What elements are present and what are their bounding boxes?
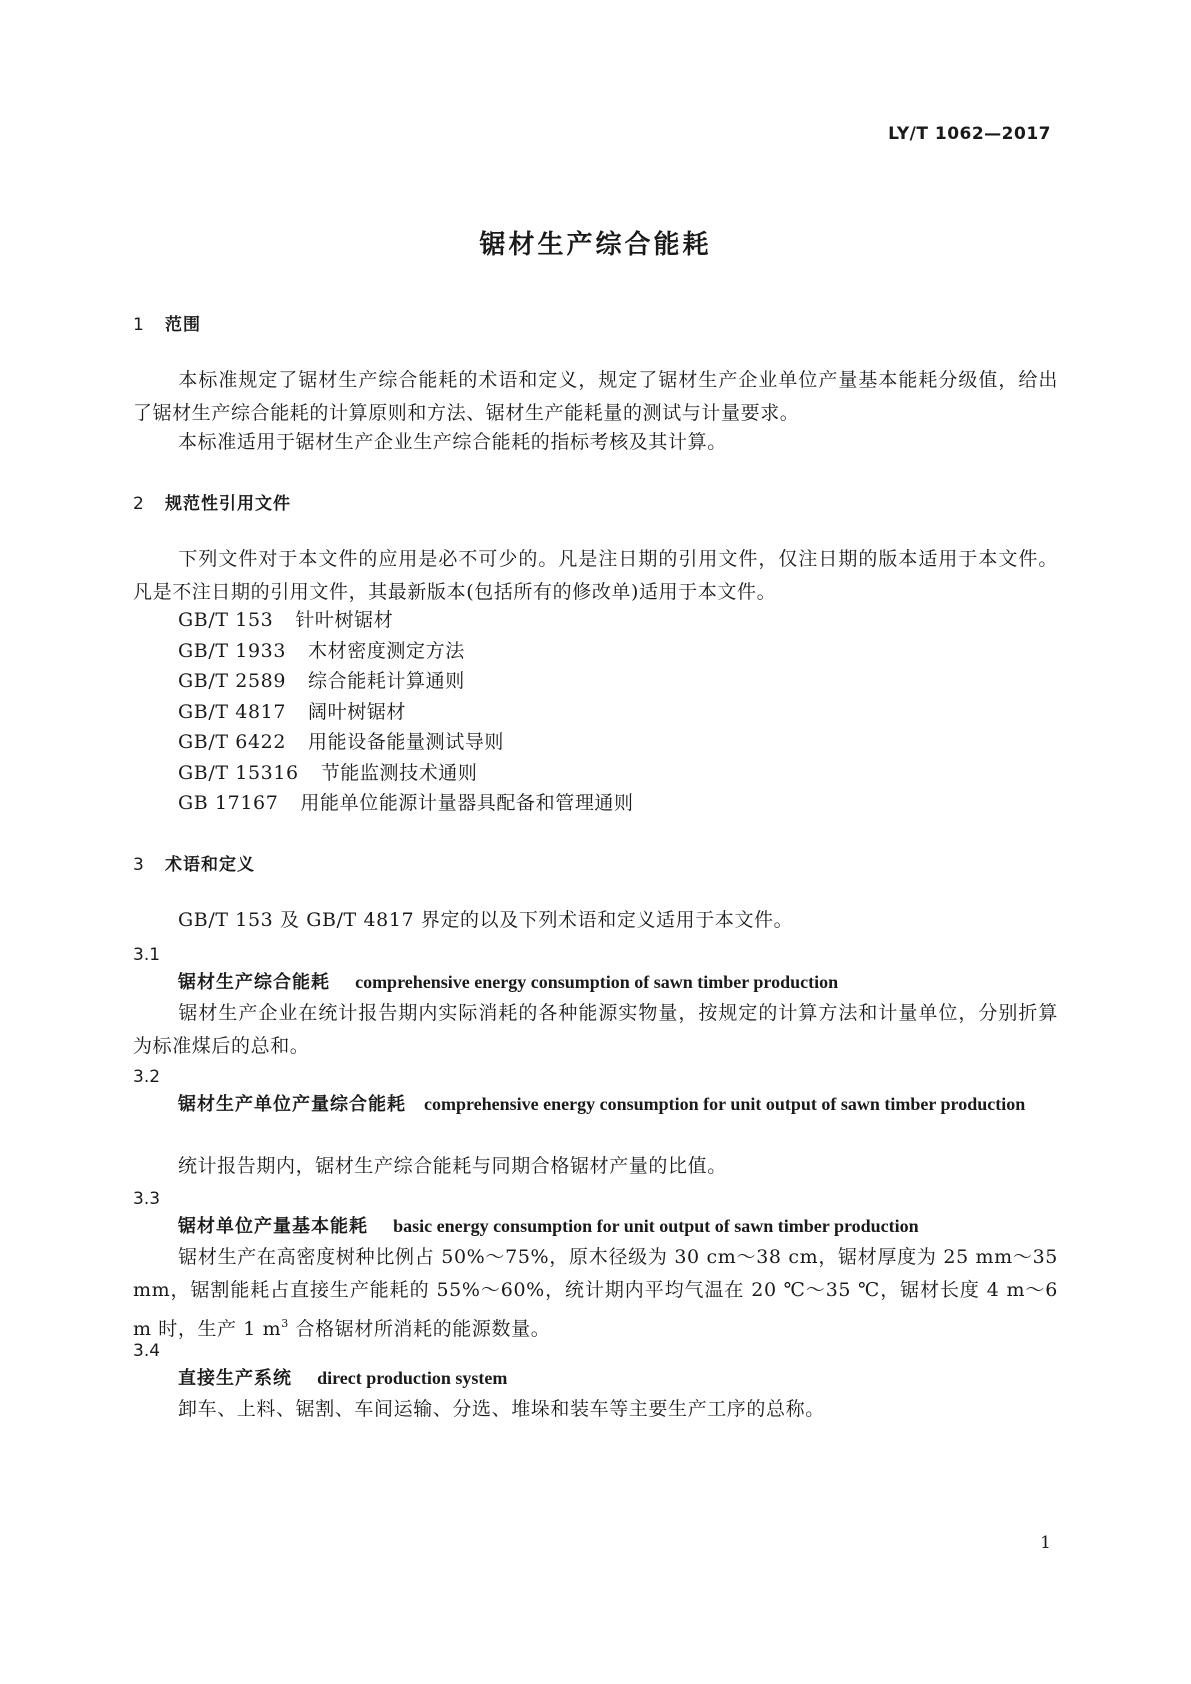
term-en: direct production system <box>317 1368 508 1388</box>
reference-code: GB/T 1933 <box>178 640 287 662</box>
superscript: 3 <box>281 1317 289 1330</box>
section-1-heading <box>133 310 201 335</box>
reference-code: GB/T 2589 <box>178 670 287 692</box>
section-title: 术语和定义 <box>165 855 255 875</box>
reference-code: GB 17167 <box>178 792 279 814</box>
paragraph-text: 本标准适用于锯材生产企业生产综合能耗的指标考核及其计算。 <box>178 431 727 453</box>
reference-item <box>178 787 634 820</box>
section-2-heading <box>133 489 291 514</box>
section-title: 规范性引用文件 <box>165 494 291 514</box>
scope-paragraph-1 <box>133 364 1058 430</box>
reference-name: 用能设备能量测试导则 <box>308 731 505 753</box>
definition-text: 锯材生产企业在统计报告期内实际消耗的各种能源实物量，按规定的计算方法和计量单位，分别折算为标准煤后的总和。 <box>133 1002 1058 1057</box>
references-intro <box>133 543 1058 609</box>
term-en: basic energy consumption for unit output of sawn timber production <box>393 1216 919 1236</box>
clause-number: 3.2 <box>133 1067 161 1087</box>
definition-text: 合格锯材所消耗的能源数量。 <box>288 1318 551 1340</box>
reference-item <box>178 665 465 698</box>
reference-code: GB/T 6422 <box>178 731 287 753</box>
page-number: 1 <box>1040 1533 1051 1553</box>
clause-number: 3.3 <box>133 1189 161 1209</box>
reference-item <box>178 635 465 668</box>
section-3-heading <box>133 850 255 875</box>
reference-code: GB/T 4817 <box>178 701 287 723</box>
reference-name: 节能监测技术通则 <box>320 762 478 784</box>
term-definition: 卸车、上料、锯割、车间运输、分选、堆垛和装车等主要生产工序的总称。 <box>178 1398 825 1420</box>
term-definition <box>133 1241 1058 1346</box>
reference-code: GB/T 153 <box>178 609 274 631</box>
reference-name: 阔叶树锯材 <box>308 701 407 723</box>
term-entry <box>133 1088 1058 1121</box>
reference-item <box>178 726 504 759</box>
section-title: 范围 <box>165 315 201 335</box>
section-number: 3 <box>133 855 145 875</box>
term-definition <box>133 997 1058 1063</box>
term-zh: 锯材单位产量基本能耗 <box>178 1216 368 1237</box>
term-definition: 统计报告期内，锯材生产综合能耗与同期合格锯材产量的比值。 <box>178 1155 727 1177</box>
terms-intro: GB/T 153 及 GB/T 4817 界定的以及下列术语和定义适用于本文件。 <box>178 909 794 931</box>
reference-name: 综合能耗计算通则 <box>308 670 465 692</box>
reference-name: 木材密度测定方法 <box>308 640 465 662</box>
term-entry <box>178 966 1058 999</box>
document-title: 锯材生产综合能耗 <box>479 230 712 260</box>
reference-item <box>178 757 478 790</box>
reference-code: GB/T 15316 <box>178 762 299 784</box>
reference-name: 用能单位能源计量器具配备和管理通则 <box>300 792 634 814</box>
clause-number: 3.1 <box>133 945 161 965</box>
scope-paragraph-2 <box>133 426 1058 459</box>
paragraph-text: 下列文件对于本文件的应用是必不可少的。凡是注日期的引用文件，仅注日期的版本适用于本文件。凡是不注日期的引用文件，其最新版本(包括所有的修改单)适用于本文件。 <box>133 548 1058 603</box>
clause-number: 3.4 <box>133 1341 161 1361</box>
term-en: comprehensive energy consumption of sawn timber production <box>355 972 839 992</box>
reference-item <box>178 604 393 637</box>
term-zh: 锯材生产单位产量综合能耗 <box>178 1094 406 1115</box>
section-number: 2 <box>133 494 145 514</box>
term-entry <box>178 1362 1058 1395</box>
term-entry <box>178 1210 1058 1243</box>
paragraph-text: 本标准规定了锯材生产综合能耗的术语和定义，规定了锯材生产企业单位产量基本能耗分级值，给出了锯材生产综合能耗的计算原则和方法、锯材生产能耗量的测试与计量要求。 <box>133 369 1058 424</box>
reference-name: 针叶树锯材 <box>295 609 394 631</box>
section-number: 1 <box>133 315 145 335</box>
standard-code: LY/T 1062—2017 <box>888 124 1051 144</box>
reference-item <box>178 696 406 729</box>
term-zh: 直接生产系统 <box>178 1368 292 1389</box>
definition-text: 锯材生产在高密度树种比例占 50%～75%，原木径级为 30 cm～38 cm，锯材厚度为 25 mm～35 mm，锯割能耗占直接生产能耗的 55%～60%，统计期内平均气温在 20 ℃～35 ℃，锯材长度 4 m～6 m 时，生产 1 m <box>133 1246 1058 1340</box>
term-zh: 锯材生产综合能耗 <box>178 972 330 993</box>
term-en: comprehensive energy consumption for unit output of sawn timber production <box>424 1094 1026 1114</box>
